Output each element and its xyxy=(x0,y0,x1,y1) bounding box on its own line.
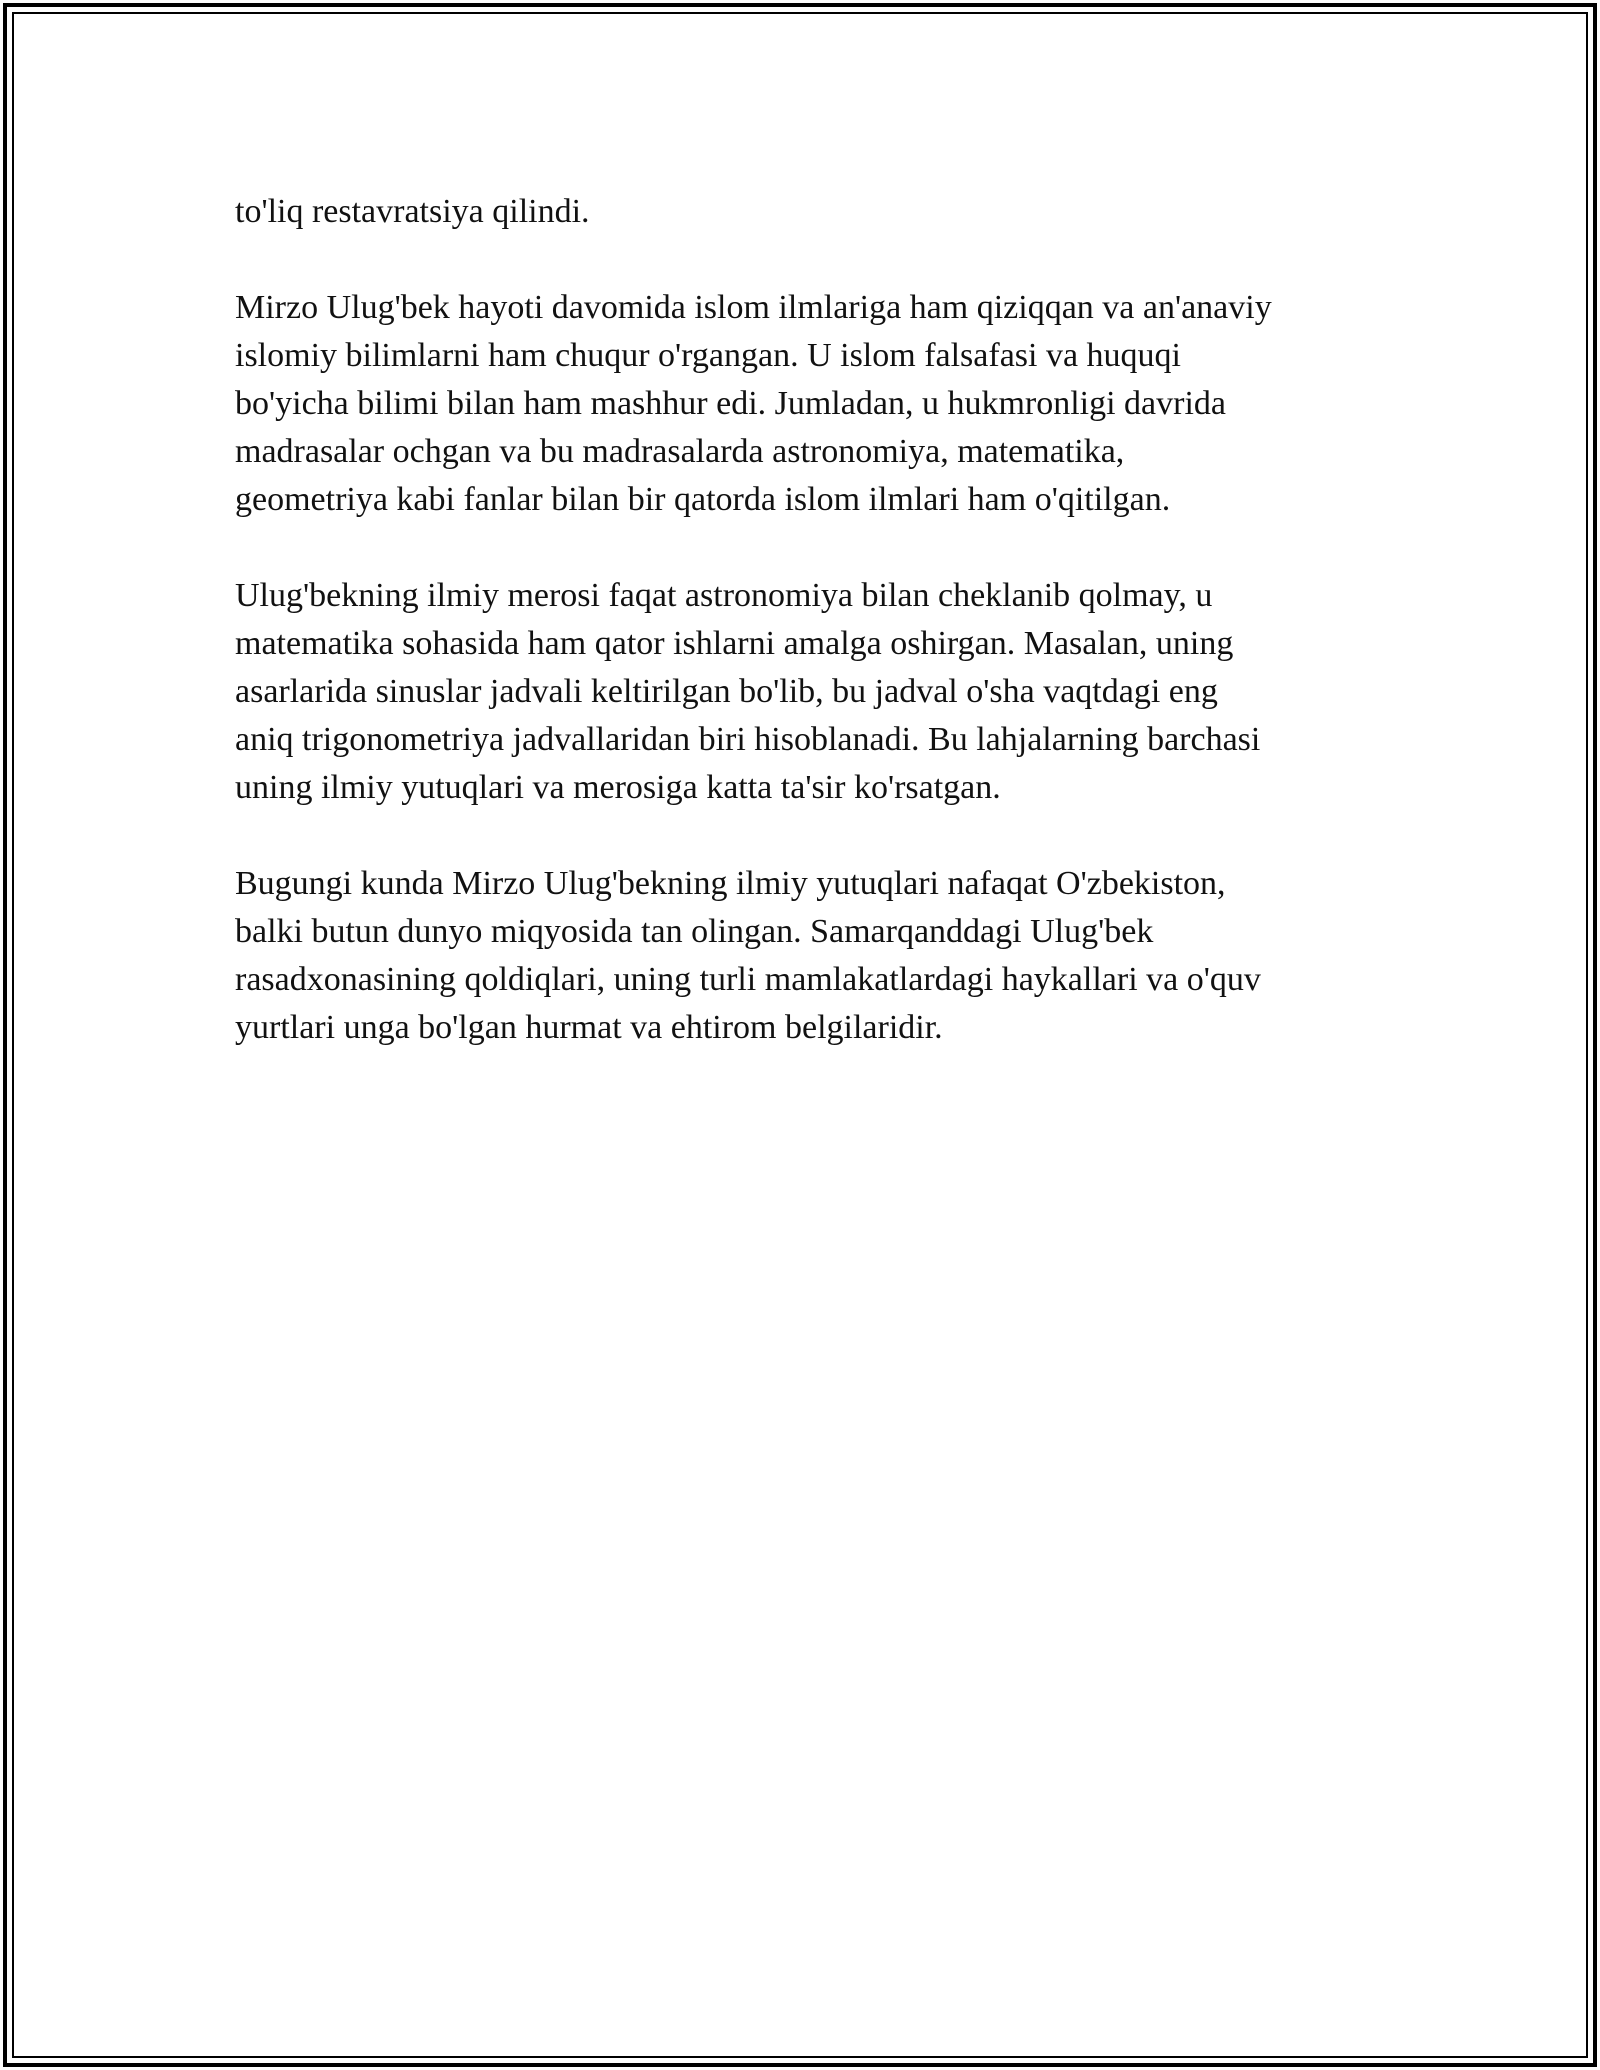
paragraph-scientific-legacy: Ulug'bekning ilmiy merosi faqat astronomiya bilan cheklanib qolmay, u matematika sohasida ham qator ishlarni amalga oshirgan. Masalan, uning asarlarida sinuslar jadvali keltirilgan bo'lib, bu jadval o'sha vaqtdagi eng aniq trigonometriya jadvallaridan biri hisoblanadi. Bu lahjalarning barchasi uning ilmiy yutuqlari va merosiga katta ta'sir ko'rsatgan. xyxy=(235,577,1261,806)
paragraph-islamic-studies: Mirzo Ulug'bek hayoti davomida islom ilmlariga ham qiziqqan va an'anaviy islomiy bilimlarni ham chuqur o'rgangan. U islom falsafasi va huquqi bo'yicha bilimi bilan ham mashhur edi. Jumladan, u hukmronligi davrida madrasalar ochgan va bu madrasalarda astronomiya, matematika, geometriya kabi fanlar bilan bir qatorda islom ilmlari ham o'qitilgan. xyxy=(235,289,1272,518)
paragraph-recognition: Bugungi kunda Mirzo Ulug'bekning ilmiy yutuqlari nafaqat O'zbekiston, balki butun dunyo miqyosida tan olingan. Samarqanddagi Ulug'bek rasadxonasining qoldiqlari, uning turli mamlakatlardagi haykallari va o'quv yurtlari unga bo'lgan hurmat va ehtirom belgilaridir. xyxy=(235,865,1261,1046)
paragraph-continuation: to'liq restavratsiya qilindi. xyxy=(235,193,590,230)
document-body xyxy=(235,188,1365,1100)
